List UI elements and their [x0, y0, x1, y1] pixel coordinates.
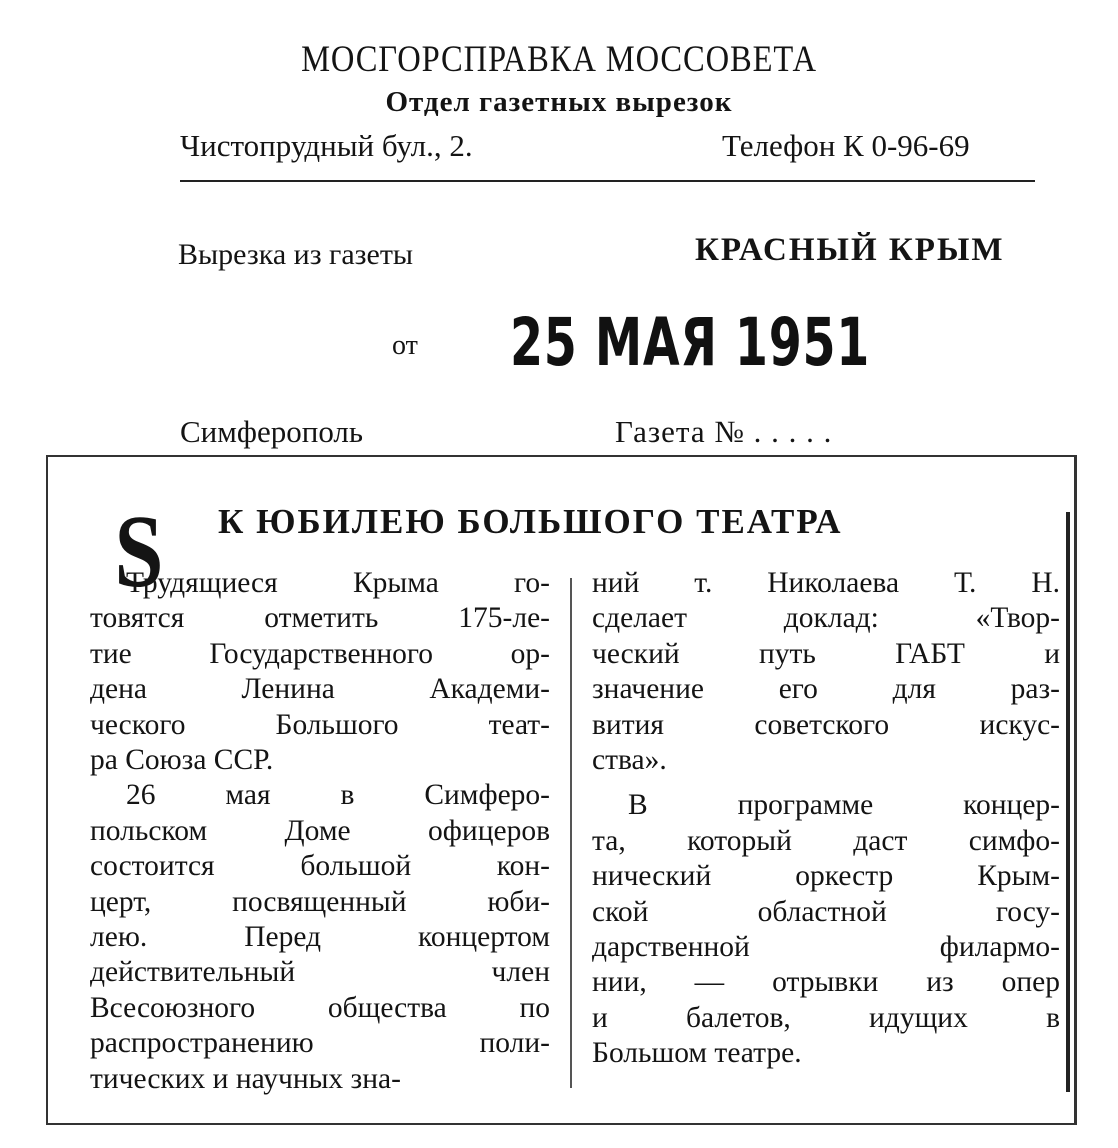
article-line: Большом театре. [592, 1037, 802, 1070]
article-line: дарственной филармо- [592, 931, 1060, 964]
article-line: польском Доме офицеров [90, 814, 550, 847]
clipping-label: Вырезка из газеты [178, 238, 414, 271]
article-line: значение его для раз- [592, 673, 1060, 706]
phone: Телефон К 0-96-69 [722, 128, 970, 163]
article-line: ра Союза ССР. [90, 744, 274, 777]
department-name: Отдел газетных вырезок [385, 86, 733, 118]
article-line [592, 778, 1060, 788]
article-line: В программе концер- [628, 789, 1060, 822]
article-column-left [90, 566, 550, 1097]
newspaper-name: КРАСНЫЙ КРЫМ [695, 232, 1005, 268]
article-line: церт, посвященный юби- [90, 885, 550, 918]
article-line: нии, — отрывки из опер [592, 966, 1060, 999]
org-name: МОСГОРСПРАВКА МОССОВЕТА [301, 39, 817, 80]
article-line: Всесоюзного общества по [90, 991, 550, 1024]
article-line: ческий путь ГАБТ и [592, 637, 1060, 670]
article-line: ства». [592, 744, 667, 777]
date-from-label: от [392, 330, 418, 361]
header-rule [180, 180, 1035, 182]
article-line: лею. Перед концертом [90, 921, 550, 954]
article-line: дена Ленина Академи- [90, 673, 550, 706]
city: Симферополь [180, 414, 364, 449]
article-column-right [592, 566, 1060, 1072]
article-line: распространению поли- [90, 1027, 550, 1060]
article-line: сделает доклад: «Твор- [592, 602, 1060, 635]
issue-number-label: Газета № . . . . . [615, 414, 833, 449]
article-line: ний т. Николаева Т. Н. [592, 567, 1060, 599]
column-divider [570, 578, 572, 1088]
article-line: и балетов, идущих в [592, 1001, 1060, 1034]
article-line: 26 мая в Симферо- [126, 779, 550, 812]
article-line: состоится большой кон- [90, 850, 550, 883]
article-line: товятся отметить 175-ле- [90, 602, 550, 635]
article-line: тических и научных зна- [90, 1062, 401, 1095]
address: Чистопрудный бул., 2. [180, 128, 473, 163]
handwritten-initial: S [114, 494, 164, 609]
article-line: тие Государственного ор- [90, 637, 550, 670]
article-line: та, который даст симфо- [592, 824, 1060, 857]
article-headline: К ЮБИЛЕЮ БОЛЬШОГО ТЕАТРА [218, 502, 843, 541]
article-line: вития советского искус- [592, 708, 1060, 741]
date-stamp: 25 МАЯ 1951 [510, 304, 871, 381]
article-line: Трудящиеся Крыма го- [126, 567, 550, 599]
frame-edge-mark [1066, 512, 1070, 1092]
article-line: ческого Большого теат- [90, 708, 550, 741]
article-line: действительный член [90, 956, 550, 989]
article-line: нический оркестр Крым- [592, 860, 1060, 893]
article-line: ской областной госу- [592, 895, 1060, 928]
